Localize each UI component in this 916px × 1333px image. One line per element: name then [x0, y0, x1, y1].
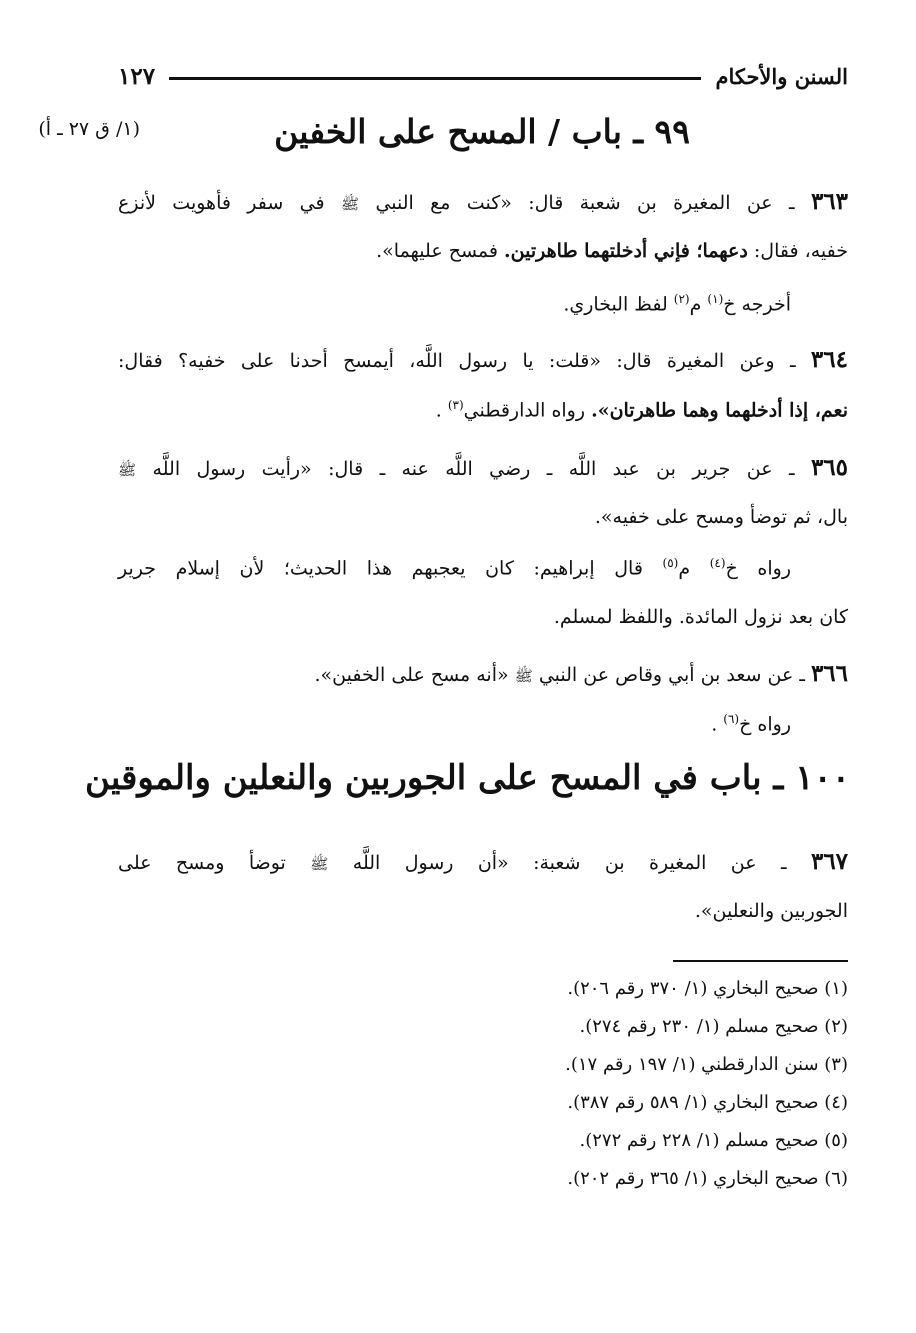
hadith-quote-bold: دعهما؛ فإني أدخلتهما طاهرتين.: [504, 240, 748, 262]
source-text: رواه خ: [725, 557, 791, 580]
source-text: لفظ البخاري.: [563, 293, 668, 316]
running-header: [118, 58, 848, 94]
footnote-ref: (٦): [723, 712, 740, 726]
hadith-text: ـ وعن المغيرة قال: «قلت: يا رسول اللَّه، أيمسح أحدنا على خفيه؟ فقال:: [118, 350, 796, 372]
hadith-quote-bold: نعم، إذا أدخلهما وهما طاهرتان».: [591, 399, 848, 422]
hadith-363-source: [563, 292, 791, 316]
source-text: رواه خ: [739, 713, 791, 736]
hadith-text: في سفر فأهويت لأنزع: [118, 192, 325, 214]
source-text: .: [711, 713, 718, 736]
manuscript-reference: (١/ ق ٢٧ ـ أ): [38, 118, 140, 140]
hadith-365-line-2: بال، ثم توضأ ومسح على خفيه».: [594, 506, 848, 528]
hadith-number: ٣٦٦: [810, 660, 848, 687]
page-number: ١٢٧: [118, 62, 156, 90]
hadith-367-line-1: [118, 848, 848, 876]
hadith-363-line-2: [376, 240, 848, 263]
source-text: أخرجه خ: [723, 293, 791, 316]
source-text: م: [678, 557, 691, 580]
chapter-heading-100: ١٠٠ ـ باب في المسح على الجوربين والنعلين والموقين: [85, 758, 850, 798]
hadith-366-source: [711, 712, 791, 736]
source-text: .: [435, 399, 442, 422]
source-text: قال إبراهيم: كان يعجبهم هذا الحديث؛ لأن إسلام جرير: [118, 557, 643, 580]
footnote-ref: (٣): [447, 398, 464, 412]
running-header-rule: [169, 77, 701, 80]
hadith-365-note: كان بعد نزول المائدة. واللفظ لمسلم.: [553, 606, 848, 628]
hadith-number: ٣٦٧: [810, 848, 849, 875]
salawat-symbol: ﷺ: [340, 195, 360, 213]
hadith-number: ٣٦٤: [810, 346, 848, 373]
hadith-number: ٣٦٥: [810, 454, 848, 481]
footnote-ref: (٢): [673, 292, 690, 306]
hadith-text: ـ عن جرير بن عبد اللَّه ـ رضي اللَّه عنه ـ قال: «رأيت رسول اللَّه: [152, 458, 795, 480]
hadith-363-line-1: [118, 188, 848, 216]
hadith-text: ـ عن المغيرة بن شعبة: «أن رسول اللَّه: [352, 852, 787, 874]
hadith-text: «أنه مسح على الخفين».: [314, 664, 509, 686]
salawat-symbol: ﷺ: [310, 855, 329, 873]
hadith-number: ٣٦٣: [810, 188, 848, 215]
hadith-366-line-1: [314, 660, 848, 688]
salawat-symbol: ﷺ: [514, 667, 533, 685]
running-header-title: السنن والأحكام: [715, 63, 848, 89]
source-text: م: [689, 293, 702, 316]
footnote-1: (١) صحيح البخاري (١/ ٣٧٠ رقم ٢٠٦).: [567, 978, 848, 999]
footnote-6: (٦) صحيح البخاري (١/ ٣٦٥ رقم ٢٠٢).: [567, 1168, 848, 1189]
footnote-ref: (٥): [662, 556, 679, 570]
salawat-symbol: ﷺ: [118, 461, 137, 479]
hadith-text: فمسح عليهما».: [376, 240, 498, 262]
hadith-365-source: [118, 556, 791, 580]
footnote-2: (٢) صحيح مسلم (١/ ٢٣٠ رقم ٢٧٤).: [579, 1016, 848, 1037]
footnote-4: (٤) صحيح البخاري (١/ ٥٨٩ رقم ٣٨٧).: [567, 1092, 848, 1113]
hadith-text: ـ عن سعد بن أبي وقاص عن النبي: [538, 664, 805, 686]
hadith-text: خفيه، فقال:: [753, 240, 848, 262]
source-text: رواه الدارقطني: [463, 399, 586, 422]
footnote-ref: (١): [707, 292, 724, 306]
footnote-5: (٥) صحيح مسلم (١/ ٢٢٨ رقم ٢٧٢).: [579, 1130, 848, 1151]
hadith-364-line-2: [436, 398, 848, 422]
hadith-367-line-2: الجوربين والنعلين».: [694, 900, 848, 922]
hadith-text: توضأ ومسح على: [118, 852, 286, 874]
hadith-text: ـ عن المغيرة بن شعبة قال: «كنت مع النبي: [375, 192, 795, 214]
footnote-divider: [673, 960, 848, 962]
hadith-365-line-1: [118, 454, 848, 482]
footnote-ref: (٤): [709, 556, 726, 570]
footnote-3: (٣) سنن الدارقطني (١/ ١٩٧ رقم ١٧).: [565, 1054, 848, 1075]
hadith-364-line-1: [118, 346, 848, 374]
chapter-heading-99: ٩٩ ـ باب / المسح على الخفين: [274, 112, 690, 151]
